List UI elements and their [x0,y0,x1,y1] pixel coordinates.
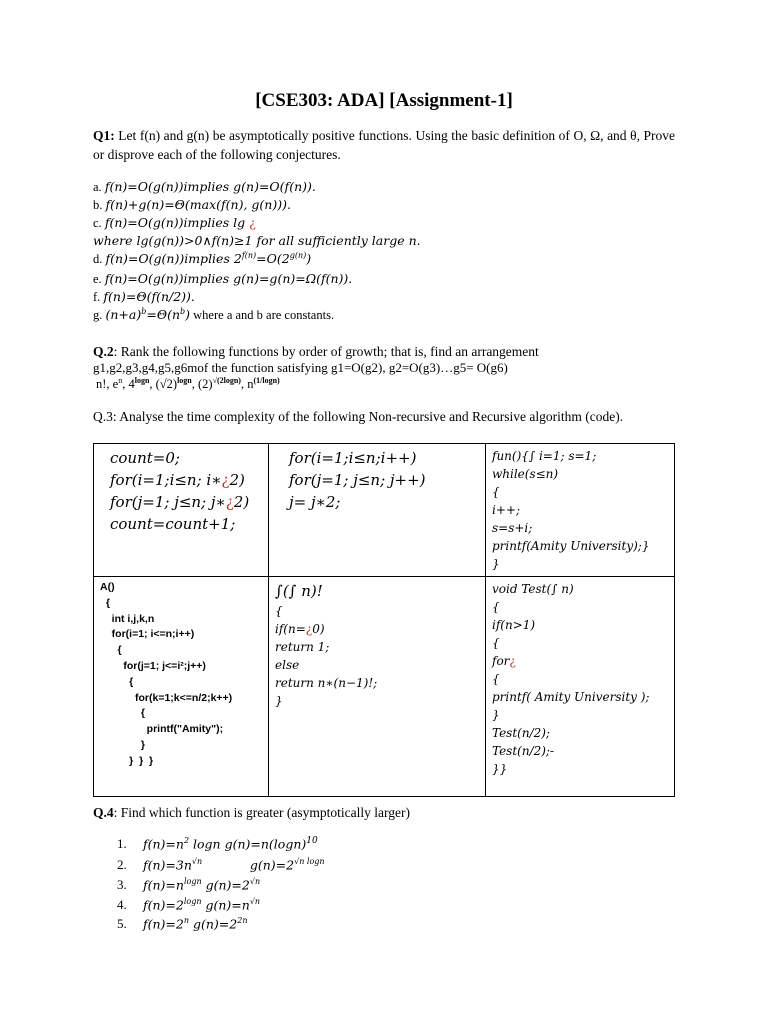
q4-label: Q.4 [93,805,114,820]
q1-item-f: f. f(n)=Θ(f(n/2)). [93,289,195,304]
q1-item-e: e. f(n)=O(g(n))implies g(n)=g(n)=Ω(f(n)). [93,271,353,286]
q4-item-2: 2. $f(n)=3n^{√n}$ $g(n)=2^{√n logn}$ [117,857,325,873]
q4-item-4: 4. $f(n)=2^{logn}$ $g(n)=n^{√n}$ [117,897,261,913]
q4-item-1: 1. $f(n)=n^2$ logn $g(n)=n(\log n)^{10}$ [117,836,318,852]
q4-item-3: 3. $f(n)=n^{logn}$ $g(n)=2^{√n}$ [117,877,261,893]
q4-item-5: 5. $f(n)=2^n$ $g(n)=2^{2n}$ [117,916,248,932]
q3-code-table [93,443,675,797]
q1-item-c-cont: where lg(g(n))>0∧f(n)≥1 for all sufficiently large n. [93,233,421,248]
q1-item-d: d. f(n)=O(g(n))implies $2^{f(n)}=O(2^{g(n)})$ [93,251,312,267]
code-cell-4: A() { int i,j,k,n for(i=1; i<=n;i++) { for(j=1; j<=i²;j++) { for(k=1;k<=n/2;k++) { printf("Amity"); } } } } [94,577,269,797]
page-title: [CSE303: ADA] [Assignment-1] [255,90,513,111]
q1-intro [93,126,675,164]
q1-text: Let f(n) and g(n) be asymptotically positive functions. Using the basic definition of O, Ω, and θ, Prove or disprove each of the following conjectures. [93,128,675,162]
q3-intro: Q.3: Analyse the time complexity of the following Non-recursive and Recursive algorithm (code). [93,409,624,424]
q1-item-c: c. f(n)=O(g(n))implies lg ¿ [93,215,256,230]
q1-item-g: g. $(n+a)^b=\Theta(n^b)$ where a and b are constants. [93,307,335,323]
code-cell-5: ∫(∫ n)! { if(n=¿0) return 1; else return n∗(n−1)!; } [269,577,486,797]
q2-intro: Q.2: Rank the following functions by order of growth; that is, find an arrangement [93,344,539,359]
q2-line2: g1,g2,g3,g4,g5,g6mof the function satisfying g1=O(g2), g2=O(g3)…g5= O(g6) [93,360,508,375]
q4-intro: Q.4: Find which function is greater (asymptotically larger) [93,805,410,820]
q2-label: Q.2 [93,344,114,359]
q1-item-b: b. f(n)+g(n)=Θ(max(f(n), g(n))). [93,197,291,212]
q2-functions: n!, $e^n$, $4^{logn}$, $(√2)^{logn}$, $(2)^{√(2logn)}$, $n^{(1/logn)}$ [96,376,280,392]
q1-item-a: a. f(n)=O(g(n))implies g(n)=O(f(n)). [93,179,316,194]
code-cell-1: count=0; for(i=1;i≤n; i∗¿2) for(j=1; j≤n; j∗¿2) count=count+1; [94,444,269,577]
code-cell-2: for(i=1;i≤n;i++) for(j=1; j≤n; j++) j= j∗2; [269,444,486,577]
code-cell-6: void Test(∫ n) { if(n>1) { for¿ { printf( Amity University ); } Test(n/2); Test(n/2);- }} [486,577,675,797]
q1-label: Q1: [93,128,115,143]
code-cell-3: fun(){∫ i=1; s=1; while(s≤n) { i++; s=s+i; printf(Amity University);} } [486,444,675,577]
